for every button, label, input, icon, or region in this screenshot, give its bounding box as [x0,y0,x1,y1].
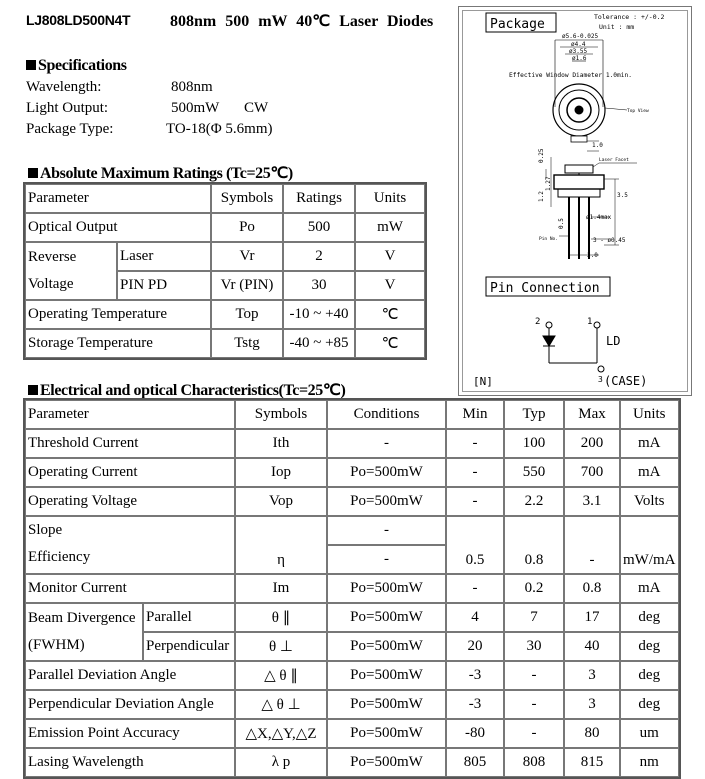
dim-label: 0.5 [558,218,565,229]
package-drawing-panel [458,6,692,396]
package-drawing [459,7,691,395]
pin-no-label: Pin No. [539,237,558,242]
electrical-title: Electrical and optical Characteristics(Tc=25℃) [28,380,345,400]
abs-max-table [23,182,427,360]
table-row: PIN PD Vr (PIN) 30 V [25,271,425,300]
table-row: Emission Point Accuracy △X,△Y,△Z Po=500mW -80 - 80 um [25,719,679,748]
ld-label: LD [606,334,621,348]
table-row: Operating Temperature Top -10 ~ +40 ℃ [25,300,425,329]
dim-label: 3.5 [617,192,628,199]
dim-label: ø4.4 [571,41,586,48]
pin-label: 2 [535,317,541,327]
unit-text: Unit : mm [599,23,635,31]
pin-label: [N] [473,375,493,388]
dim-label: ø1.4max [586,214,612,221]
case-label: (CASE) [604,374,648,388]
table-row: Beam Divergence (FWHM) Parallel θ ∥ Po=500mW 4 7 17 deg [25,603,679,632]
pin-label: 3 [598,375,603,384]
top-view [553,84,627,142]
table-row: Operating Voltage Vop Po=500mW - 2.2 3.1 Volts [25,487,679,516]
table-header-row: Parameter Symbols Conditions Min Typ Max Units [25,400,679,429]
table-row: Optical Output Po 500 mW [25,213,425,242]
ld-symbol [543,322,604,372]
table-row: - [25,545,679,574]
electrical-table [23,398,681,779]
table-row: Perpendicular Deviation Angle △ θ ⊥ Po=500mW -3 - 3 deg [25,690,679,719]
pin-connection-title: Pin Connection [490,281,600,296]
top-view-label: Top View [627,109,649,114]
table-row: Reverse Voltage Laser Vr 2 V [25,242,425,271]
table-row: Lasing Wavelength λ p Po=500mW 805 808 815 nm [25,748,679,777]
table-row: Parallel Deviation Angle △ θ ∥ Po=500mW -3 - 3 deg [25,661,679,690]
tolerance-text: Tolerance : +/-0.2 [594,13,665,21]
dim-label: 1.0 [592,142,603,149]
table-row: Operating Current Iop Po=500mW - 550 700 mA [25,458,679,487]
model-number: LJ808LD500N4T [26,12,131,28]
specifications-title: Specifications [26,57,127,75]
window-label: Effective Window Diameter 1.0min. [509,72,632,79]
table-header-row: Parameter Symbols Ratings Units [25,184,425,213]
pin-label: 1 [587,317,593,327]
dim-label: 2.0 [587,252,598,259]
table-row: Monitor Current Im Po=500mW - 0.2 0.8 mA [25,574,679,603]
product-headline: 808nm 500 mW 40℃ Laser Diodes [170,13,434,30]
dim-label: 1.27 [545,176,552,191]
table-row: Slope Efficiency η - 0.5 0.8 - mW/mA [25,516,679,545]
dim-label: 3 - ø0.45 [593,237,626,244]
table-row: Storage Temperature Tstg -40 ~ +85 ℃ [25,329,425,358]
table-row: Threshold Current Ith - - 100 200 mA [25,429,679,458]
table-row: Perpendicular θ ⊥ Po=500mW 20 30 40 deg [25,632,679,661]
dim-label: ø1.6 [572,55,587,62]
dim-label: 1.2 [538,191,545,202]
dim-label: 0.25 [538,148,545,163]
abs-max-title: Absolute Maximum Ratings (Tc=25℃) [28,163,293,183]
dim-label: ø3.55 [569,48,588,55]
laser-facet-label: Laser Facet [599,158,629,163]
package-title: Package [490,17,545,32]
dim-label: ø5.6-0.025 [562,33,599,40]
